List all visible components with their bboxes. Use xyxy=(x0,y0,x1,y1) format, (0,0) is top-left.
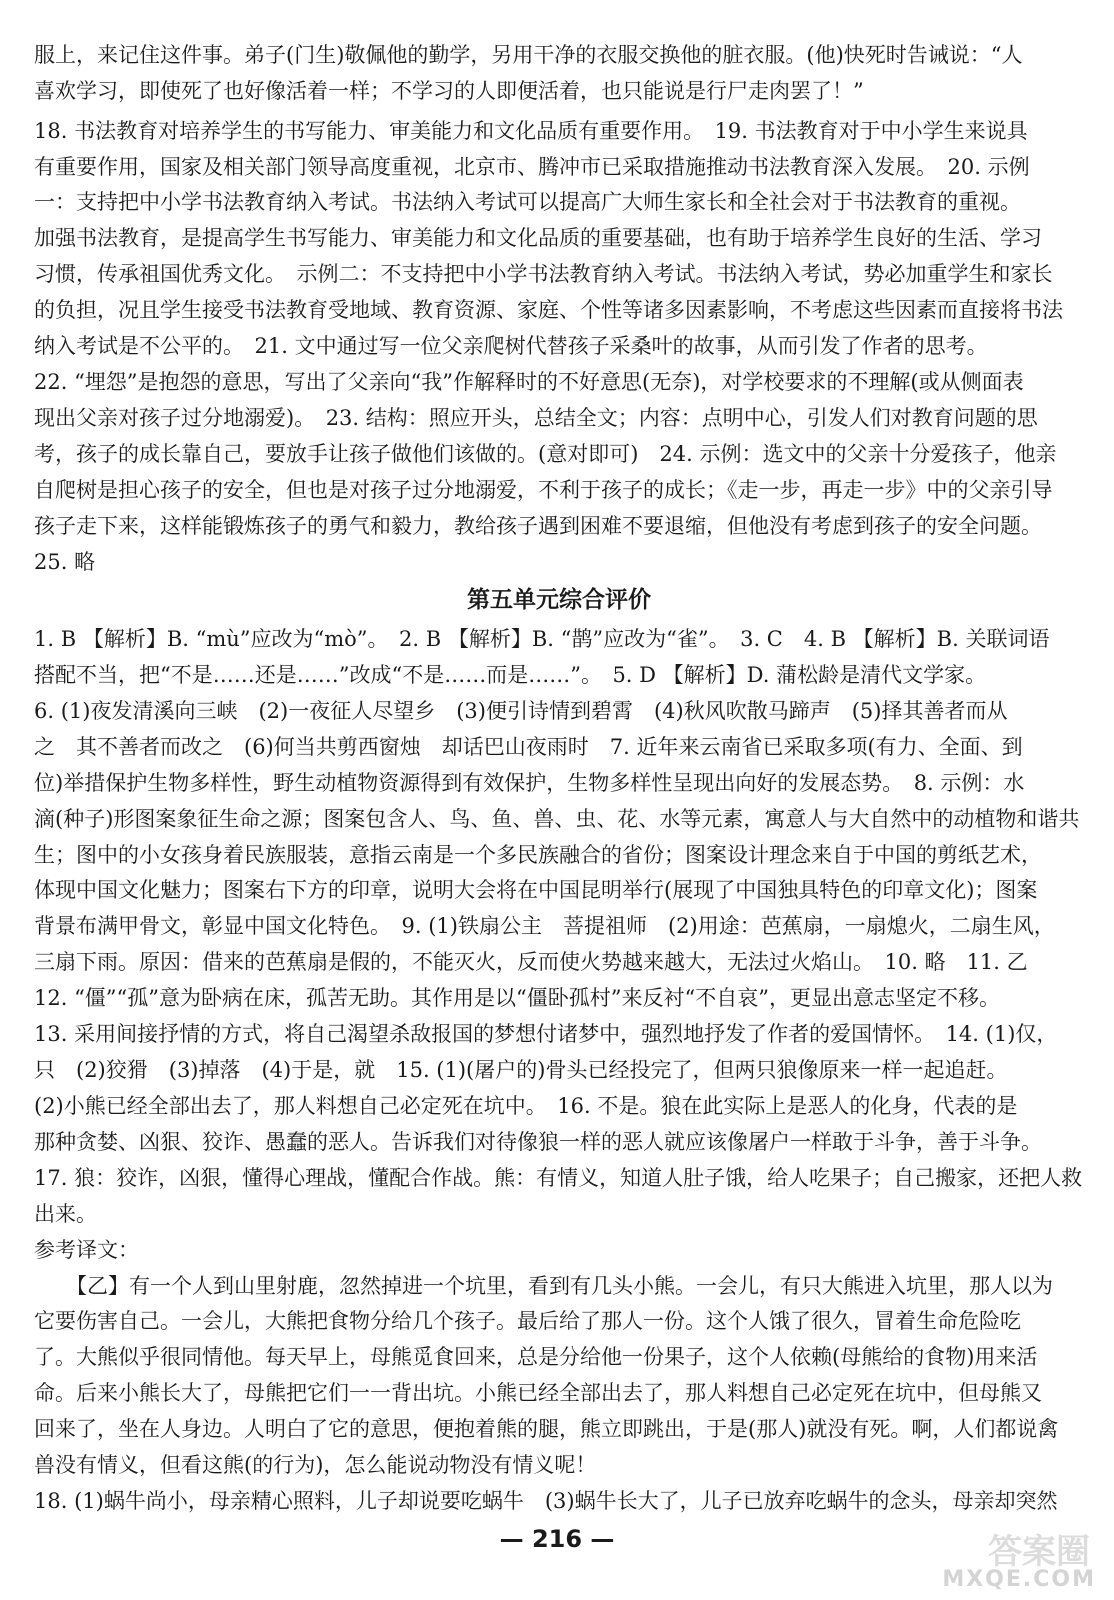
text-line: 喜欢学习，即使死了也好像活着一样；不学习的人即便活着，也只能说是行尸走肉罢了！” xyxy=(34,78,864,103)
text-line: 之 其不善者而改之 (6)何当共剪西窗烛 却话巴山夜雨时 7. 近年来云南省已采取多项(有力、全面、到 xyxy=(34,734,1023,759)
text-line: 孩子走下来，这样能锻炼孩子的勇气和毅力，教给孩子遇到困难不要退缩，但他没有考虑到孩子的安全问题。 xyxy=(34,513,1042,538)
text-line: 生；图中的小女孩身着民族服装，意指云南是一个多民族融合的省份；图案设计理念来自于中国的剪纸艺术， xyxy=(34,842,1042,867)
text-line: 体现中国文化魅力；图案右下方的印章，说明大会将在中国昆明举行(展现了中国独具特色的印章文化)；图案 xyxy=(34,878,1038,903)
text-line: 一：支持把中小学书法教育纳入考试。书法纳入考试可以提高广大师生家长和全社会对于书法教育的重视。 xyxy=(34,190,1021,215)
text-line: 参考译文： xyxy=(34,1237,139,1262)
text-line: 的负担，况且学生接受书法教育受地域、教育资源、家庭、个性等诸多因素影响，不考虑这些因素而直接将书法 xyxy=(34,298,1063,323)
text-line: 25. 略 xyxy=(34,549,96,574)
text-line: 出来。 xyxy=(34,1201,97,1226)
text-line: 背景布满甲骨文，彰显中国文化特色。 9. (1)铁扇公主 菩提祖师 (2)用途：芭蕉扇，一扇熄火，二扇生风， xyxy=(34,914,1055,939)
text-line: 有重要作用，国家及相关部门领导高度重视，北京市、腾冲市已采取措施推动书法教育深入发展。 20. 示例 xyxy=(34,154,1030,179)
text-line: 18. (1)蜗牛尚小，母亲精心照料，儿子却说要吃蜗牛 (3)蜗牛长大了，儿子已放弃吃蜗牛的念头，母亲却突然 xyxy=(34,1489,1058,1513)
text-line: 考，孩子的成长靠自己，要放手让孩子做他们该做的。(意对即可) 24. 示例：选文中的父亲十分爱孩子，他亲 xyxy=(34,441,1057,466)
text-line: 12. “僵”“孤”意为卧病在床，孤苦无助。其作用是以“僵卧孤村”来反衬“不自哀”，更显出意志坚定不移。 xyxy=(34,986,1000,1011)
text-line: 13. 采用间接抒情的方式，将自己渴望杀敌报国的梦想付诸梦中，强烈地抒发了作者的爱国情怀。 14. (1)仅， xyxy=(34,1022,1058,1047)
text-line: 位)举措保护生物多样性，野生动植物资源得到有效保护，生物多样性呈现出向好的发展态势。 8. 示例：水 xyxy=(34,770,1025,795)
watermark-logo: 答案圈 xyxy=(988,1532,1090,1572)
text-line: 三扇下雨。原因：借来的芭蕉扇是假的，不能灭火，反而使火势越来越大，无法过火焰山。 10. 略 11. 乙 xyxy=(34,950,1028,975)
text-line: 加强书法教育，是提高学生书写能力、审美能力和文化品质的重要基础，也有助于培养学生良好的生活、学习 xyxy=(34,226,1042,251)
watermark-site: MXQE.COM xyxy=(942,1567,1096,1592)
text-line: 22. “埋怨”是抱怨的意思，写出了父亲向“我”作解释时的不好意思(无奈)，对学校要求的不理解(或从侧面表 xyxy=(34,370,1024,394)
translation-line: 命。后来小熊长大了，母熊把它们一一背出坑。小熊已经全部出去了，那人料想自己必定死在坑中，但母熊又 xyxy=(34,1381,1042,1406)
section-title: 第五单元综合评价 xyxy=(467,587,651,614)
translation-line: 了。大熊似乎很同情他。每天早上，母熊觅食回来，总是分给他一份果子，这个人依赖(母熊给的食物)用来活 xyxy=(34,1345,1038,1370)
translation-line: 它要伤害自己。一会儿，大熊把食物分给几个孩子。最后给了那人一份。这个人饿了很久，冒着生命危险吃 xyxy=(34,1309,1021,1334)
translation-line: 回来了，坐在人身边。人明白了它的意思，便抱着熊的腿，熊立即跳出，于是(那人)就没有死。啊，人们都说禽 xyxy=(34,1417,1059,1442)
text-line: 服上，来记住这件事。弟子(门生)敬佩他的勤学，另用干净的衣服交换他的脏衣服。(他)快死时告诫说：“人 xyxy=(34,43,1023,67)
text-line: 搭配不当，把“不是……还是……”改成“不是……而是……”。 5. D 【解析】D. 蒲松龄是清代文学家。 xyxy=(34,662,987,687)
text-line: 6. (1)夜发清溪向三峡 (2)一夜征人尽望乡 (3)便引诗情到碧霄 (4)秋风吹散马蹄声 (5)择其善者而从 xyxy=(34,698,1008,723)
text-line: 17. 狼：狡诈，凶狠，懂得心理战，懂配合作战。熊：有情义，知道人肚子饿，给人吃果子；自己搬家，还把人救 xyxy=(34,1165,1083,1190)
text-line: 1. B 【解析】B. “mù”应改为“mò”。 2. B 【解析】B. “鹊”应改为“雀”。 3. C 4. B 【解析】B. 关联词语 xyxy=(34,627,1050,652)
text-line: 只 (2)狡猾 (3)掉落 (4)于是，就 15. (1)(屠户的)骨头已经投完了，但两只狼像原来一样一起追赶。 xyxy=(34,1058,1008,1083)
text-line: 18. 书法教育对培养学生的书写能力、审美能力和文化品质有重要作用。 19. 书法教育对于中小学生来说具 xyxy=(34,118,1028,143)
translation-line: 兽没有情义，但看这熊(的行为)，怎么能说动物没有情义呢！ xyxy=(34,1453,597,1478)
text-line: 纳入考试是不公平的。 21. 文中通过写一位父亲爬树代替孩子采桑叶的故事，从而引发了作者的思考。 xyxy=(34,334,988,359)
text-line: 自爬树是担心孩子的安全，但也是对孩子过分地溺爱，不利于孩子的成长；《走一步，再走一步》中的父亲引导 xyxy=(34,477,1053,502)
translation-line: 【乙】有一个人到山里射鹿，忽然掉进一个坑里，看到有几头小熊。一会儿，有只大熊进入坑里，那人以为 xyxy=(66,1273,1053,1298)
text-line: 习惯，传承祖国优秀文化。 示例二：不支持把中小学书法教育纳入考试。书法纳入考试，势必加重学生和家长 xyxy=(34,262,1053,287)
text-line: 滴(种子)形图案象征生命之源；图案包含人、鸟、鱼、兽、虫、花、水等元素，寓意人与大自然中的动植物和谐共 xyxy=(34,806,1080,831)
text-line: (2)小熊已经全部出去了，那人料想自己必定死在坑中。 16. 不是。狼在此实际上是恶人的化身，代表的是 xyxy=(34,1093,1018,1118)
text-line: 那种贪婪、凶狠、狡诈、愚蠢的恶人。告诉我们对待像狼一样的恶人就应该像屠户一样敢于斗争，善于斗争。 xyxy=(34,1129,1042,1154)
page-number: — 216 — xyxy=(499,1525,615,1553)
watermark xyxy=(914,1524,1104,1594)
text-line: 现出父亲对孩子过分地溺爱)。 23. 结构：照应开头，总结全文；内容：点明中心，引发人们对教育问题的思 xyxy=(34,405,1038,430)
